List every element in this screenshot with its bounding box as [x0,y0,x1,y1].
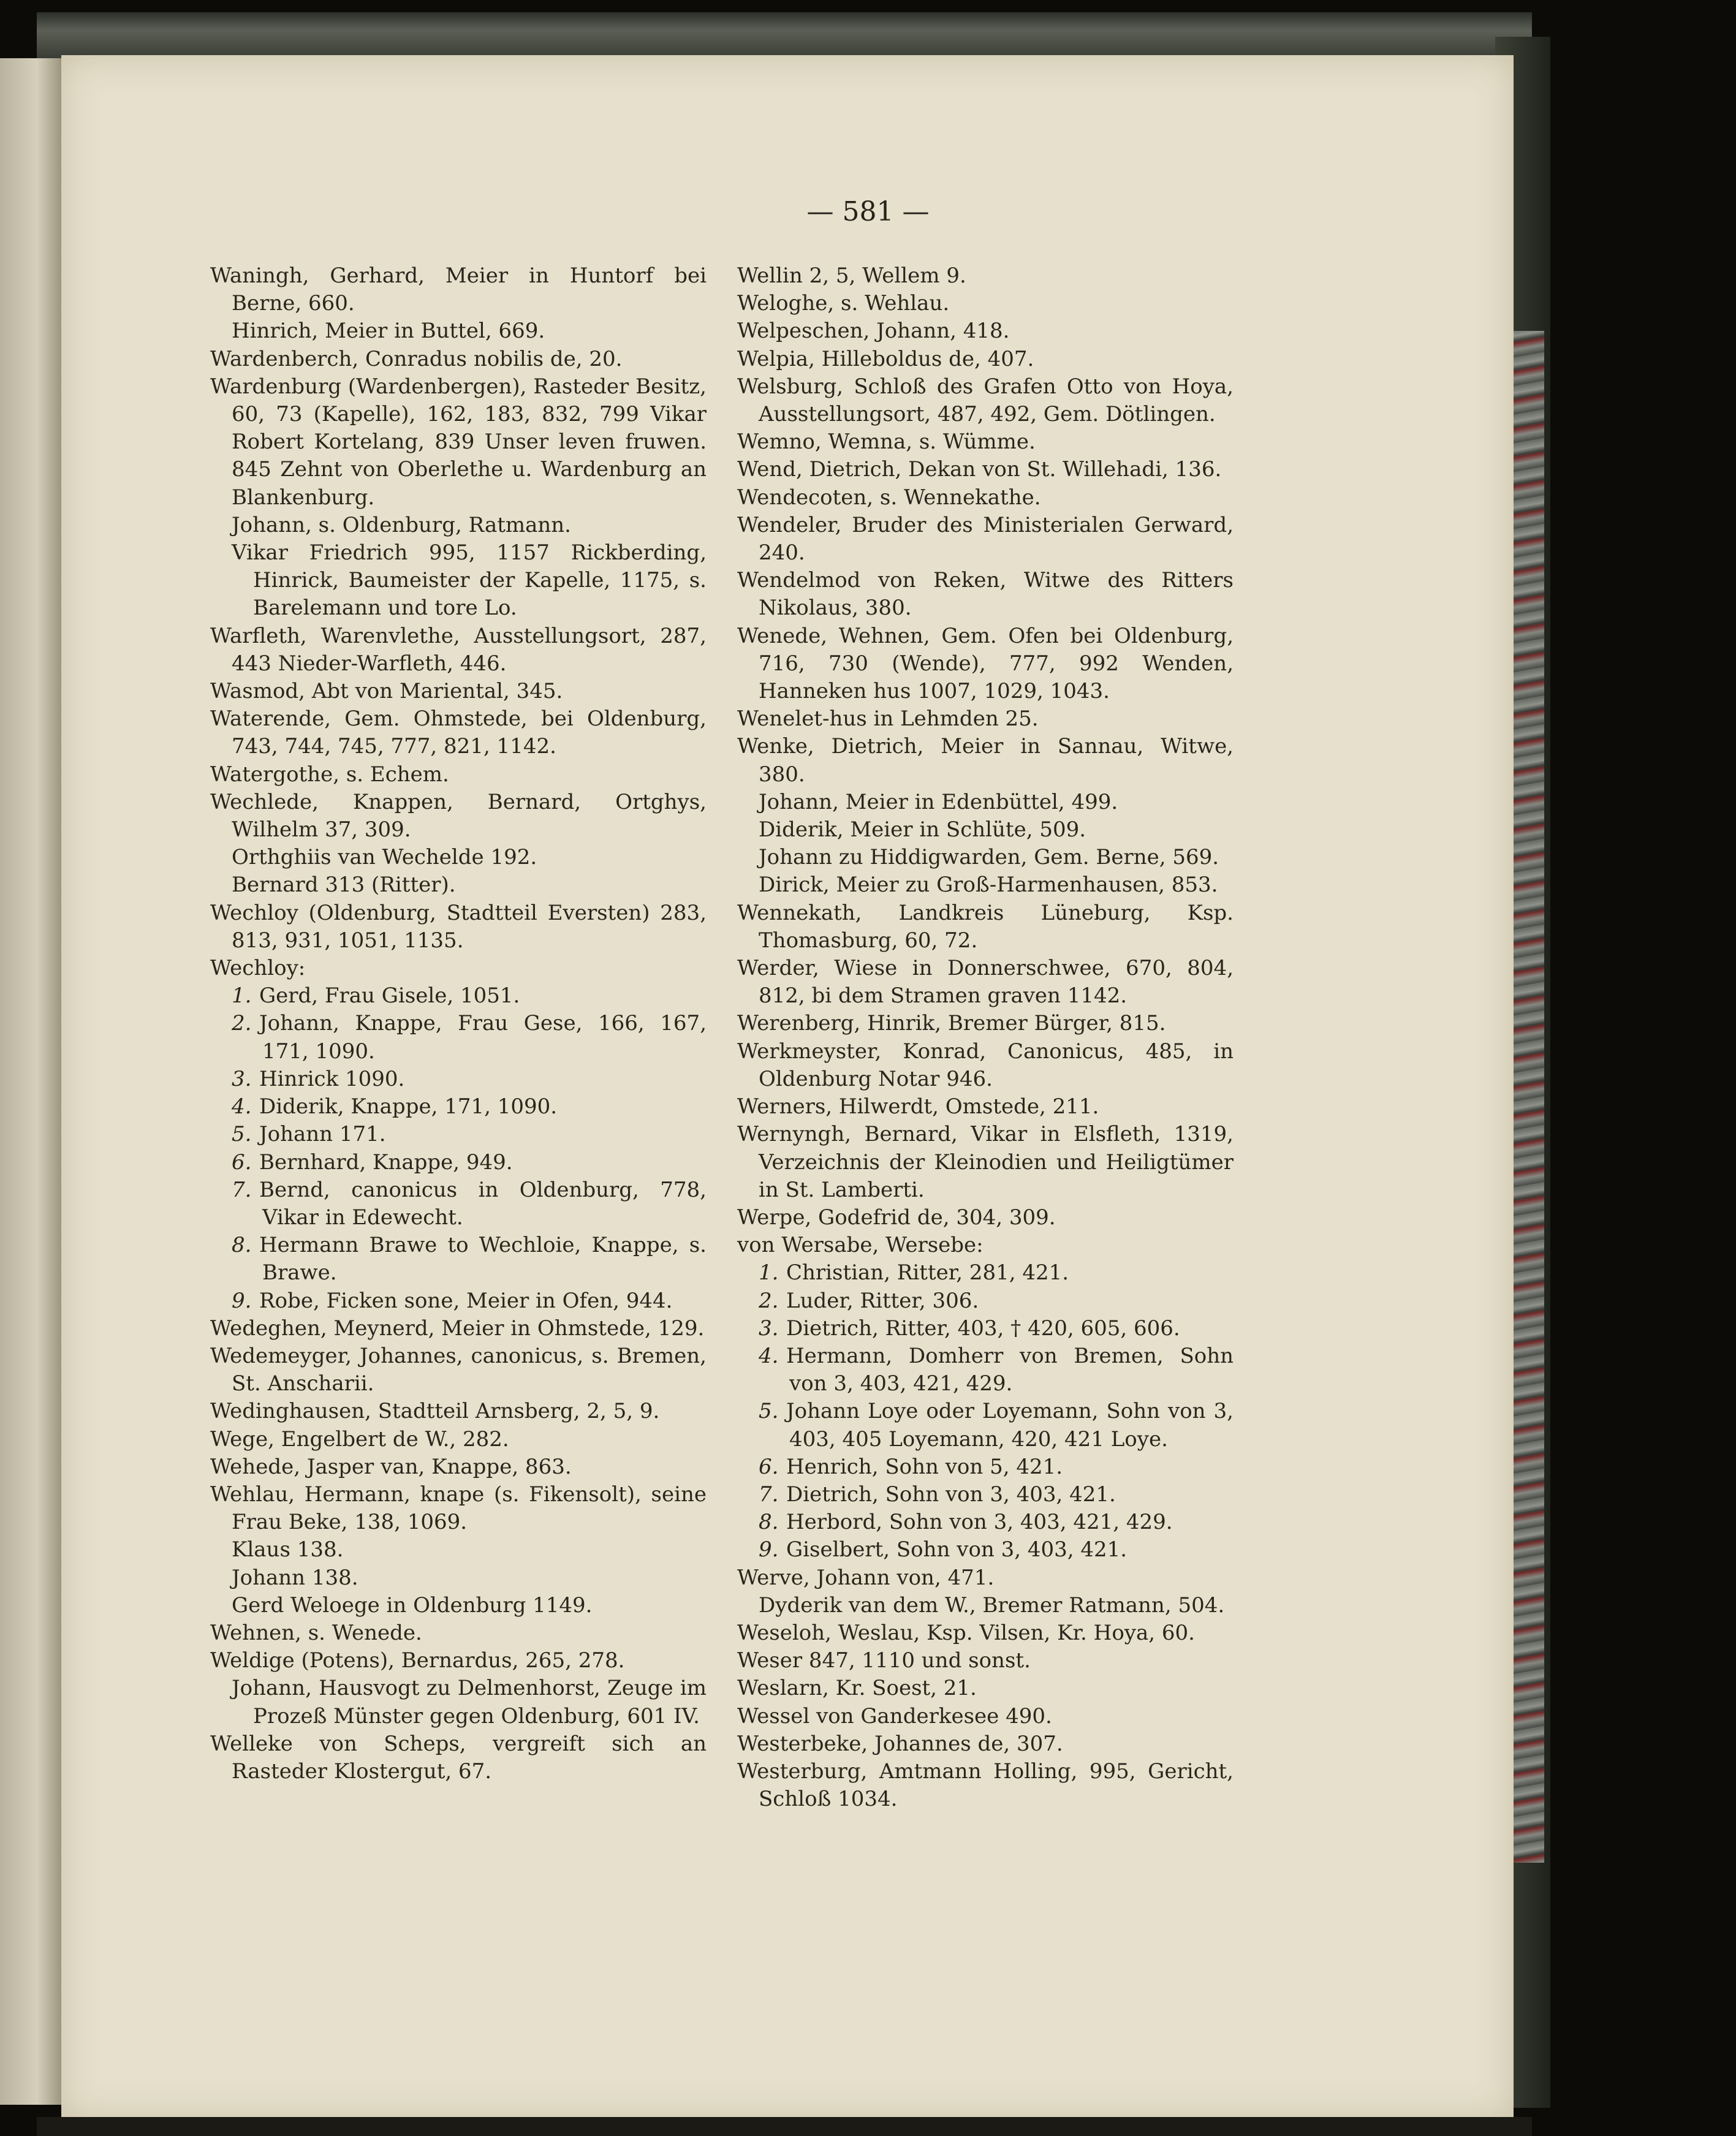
entry-text: Wehnen, s. Wenede. [210,1620,422,1645]
index-entry [210,761,707,789]
entry-text: Wendelmod von Reken, Witwe des Ritters Nikolaus, 380. [737,568,1234,621]
entry-number: 9. [232,1288,252,1313]
index-entry [737,1232,1234,1259]
index-entry [737,512,1234,567]
entry-text: Johann, Knappe, Frau Gese, 166, 167, 171, 1090. [259,1011,707,1064]
page-number-value: 581 [842,196,894,227]
entry-text: Luder, Ritter, 306. [786,1288,979,1313]
index-entry [210,1093,707,1121]
entry-text: Werenberg, Hinrik, Bremer Bürger, 815. [737,1011,1166,1036]
entry-text: Waterende, Gem. Ohmstede, bei Oldenburg, 743, 744, 745, 777, 821, 1142. [210,706,707,759]
index-entry [737,1038,1234,1093]
entry-number: 4. [759,1343,779,1368]
book-cover-bottom [37,2117,1532,2136]
index-entry [737,1675,1234,1702]
entry-text: Weloghe, s. Wehlau. [737,291,950,316]
index-entry [210,871,707,899]
index-entry [737,1315,1234,1343]
index-entry [737,1287,1234,1315]
entry-text: Wendeler, Bruder des Ministerialen Gerward, 240. [737,512,1234,566]
entry-text: Johann, Meier in Edenbüttel, 499. [759,789,1118,814]
index-entry [737,899,1234,955]
entry-text: von Wersabe, Wersebe: [737,1233,984,1258]
entry-text: Wemno, Wemna, s. Wümme. [737,430,1036,455]
entry-number: 9. [759,1537,779,1562]
index-entry [737,1204,1234,1232]
entry-text: Welsburg, Schloß des Grafen Otto von Hoya, Ausstellungsort, 487, 492, Gem. Dötlingen. [737,374,1234,427]
entry-text: Westerburg, Amtmann Holling, 995, Gericht, Schloß 1034. [737,1759,1234,1812]
entry-text: Dyderik van dem W., Bremer Ratmann, 504. [759,1593,1225,1618]
index-entry [210,1592,707,1619]
entry-number: 6. [759,1454,779,1479]
index-entry [737,373,1234,428]
entry-text: Wenke, Dietrich, Meier in Sannau, Witwe, 380. [737,734,1234,787]
index-entry [210,346,707,373]
previous-page-edge [0,58,61,2105]
index-entry [737,290,1234,317]
entry-text: Gerd Weloege in Oldenburg 1149. [232,1593,593,1618]
index-entry [210,1287,707,1315]
index-entry [210,1398,707,1425]
index-entry [737,1259,1234,1287]
page-number: — 581 — [806,196,930,227]
index-entry [737,1509,1234,1536]
entry-text: Wennekath, Landkreis Lüneburg, Ksp. Thomasburg, 60, 72. [737,900,1234,953]
index-entry [210,1536,707,1564]
entry-text: Wedeghen, Meynerd, Meier in Ohmstede, 129. [210,1316,705,1341]
entry-number: 3. [759,1316,779,1341]
index-entry [210,789,707,844]
index-entry [737,484,1234,512]
entry-number: 3. [232,1066,252,1091]
index-entry [210,982,707,1010]
index-entry [210,955,707,982]
entry-text: Wernyngh, Bernard, Vikar in Elsfleth, 1319, Verzeichnis der Kleinodien und Heiligtümer in St. Lamberti. [737,1122,1234,1202]
index-entry [737,955,1234,1010]
entry-text: Hinrick 1090. [259,1066,405,1091]
entry-number: 1. [232,983,252,1009]
index-entry [210,317,707,345]
entry-text: Warfleth, Warenvlethe, Ausstellungsort, 287, 443 Nieder-Warfleth, 446. [210,623,707,676]
index-entry [210,1315,707,1343]
entry-number: 2. [232,1011,252,1036]
entry-text: Johann 171. [259,1122,386,1147]
entry-text: Werder, Wiese in Donnerschwee, 670, 804, 812, bi dem Stramen graven 1142. [737,956,1234,1009]
book-cover-top [37,12,1532,58]
entry-text: Welpeschen, Johann, 418. [737,319,1010,344]
entry-text: Johann 138. [232,1565,358,1590]
index-entry [210,678,707,705]
entry-number: 7. [759,1482,779,1507]
entry-text: Wenelet-hus in Lehmden 25. [737,706,1039,732]
index-entry [737,1010,1234,1037]
entry-text: Werners, Hilwerdt, Omstede, 211. [737,1094,1099,1119]
index-entry [737,733,1234,788]
entry-number: 7. [232,1177,252,1202]
entry-text: Watergothe, s. Echem. [210,762,449,787]
entry-text: Wechlede, Knappen, Bernard, Ortghys, Wilhelm 37, 309. [210,789,707,843]
entry-text: Bernd, canonicus in Oldenburg, 778, Vikar in Edewecht. [259,1177,707,1230]
entry-text: Dirick, Meier zu Groß-Harmenhausen, 853. [759,873,1218,898]
index-entry [210,1426,707,1453]
index-entry [210,512,707,539]
index-entry [210,262,707,317]
entry-text: Welpia, Hilleboldus de, 407. [737,346,1034,371]
entry-text: Wessel von Ganderkesee 490. [737,1703,1052,1729]
entry-text: Dietrich, Ritter, 403, † 420, 605, 606. [786,1316,1180,1341]
index-entry [737,262,1234,290]
index-entry [210,539,707,623]
index-entry [737,1453,1234,1481]
index-entry [737,1343,1234,1398]
entry-number: 5. [759,1399,779,1424]
entry-text: Johann, s. Oldenburg, Ratmann. [232,512,571,537]
index-entry [210,1481,707,1536]
entry-text: Herbord, Sohn von 3, 403, 421, 429. [786,1510,1173,1535]
entry-text: Wehlau, Hermann, knape (s. Fikensolt), seine Frau Beke, 138, 1069. [210,1482,707,1535]
entry-text: Wend, Dietrich, Dekan von St. Willehadi, 136. [737,457,1222,482]
entry-text: Hermann, Domherr von Bremen, Sohn von 3, 403, 421, 429. [786,1343,1234,1396]
index-entry [210,1647,707,1675]
entry-number: 6. [232,1149,252,1175]
index-entry [210,1066,707,1093]
index-entry [210,1453,707,1481]
index-entry [737,1564,1234,1592]
entry-text: Diderik, Meier in Schlüte, 509. [759,817,1086,843]
entry-text: Johann zu Hiddigwarden, Gem. Berne, 569. [759,845,1219,870]
index-entry [737,1647,1234,1675]
entry-text: Dietrich, Sohn von 3, 403, 421. [786,1482,1116,1507]
entry-text: Wellin 2, 5, Wellem 9. [737,263,966,288]
entry-text: Wardenberch, Conradus nobilis de, 20. [210,346,623,371]
entry-text: Wenede, Wehnen, Gem. Ofen bei Oldenburg, 716, 730 (Wende), 777, 992 Wenden, Hanneken hus 1007, 1029, 1043. [737,623,1234,704]
index-entry [737,789,1234,816]
entry-text: Weslarn, Kr. Soest, 21. [737,1676,977,1701]
index-entry [737,1093,1234,1121]
index-entry [210,1232,707,1287]
entry-text: Waningh, Gerhard, Meier in Huntorf bei Berne, 660. [210,263,707,316]
index-entry [737,623,1234,706]
entry-text: Vikar Friedrich 995, 1157 Rickberding, Hinrick, Baumeister der Kapelle, 1175, s. Barelemann und tore Lo. [232,540,707,621]
index-entry [737,1758,1234,1813]
entry-text: Wedinghausen, Stadtteil Arnsberg, 2, 5, 9. [210,1399,660,1424]
index-entry [210,1343,707,1398]
entry-text: Wedemeyger, Johannes, canonicus, s. Bremen, St. Anscharii. [210,1343,707,1396]
index-entry [210,844,707,871]
index-entry [737,1619,1234,1647]
entry-text: Johann Loye oder Loyemann, Sohn von 3, 403, 405 Loyemann, 420, 421 Loye. [786,1399,1234,1452]
index-entry [210,1564,707,1592]
entry-text: Hinrich, Meier in Buttel, 669. [232,319,545,344]
entry-text: Werve, Johann von, 471. [737,1565,995,1590]
entry-text: Werpe, Godefrid de, 304, 309. [737,1205,1056,1230]
entry-text: Gerd, Frau Gisele, 1051. [259,983,520,1009]
index-entry [737,567,1234,622]
index-entry [210,899,707,955]
entry-text: Orthghiis van Wechelde 192. [232,845,537,870]
index-entry [737,1121,1234,1204]
entry-text: Diderik, Knappe, 171, 1090. [259,1094,558,1119]
index-entry [737,871,1234,899]
entry-text: Johann, Hausvogt zu Delmenhorst, Zeuge im Prozeß Münster gegen Oldenburg, 601 IV. [232,1676,707,1729]
entry-text: Klaus 138. [232,1537,344,1562]
entry-text: Christian, Ritter, 281, 421. [786,1260,1069,1286]
entry-text: Weser 847, 1110 und sonst. [737,1648,1031,1673]
index-entry [210,1149,707,1176]
index-entry [737,428,1234,456]
index-entry [210,1176,707,1232]
index-entry [737,1703,1234,1730]
entry-text: Henrich, Sohn von 5, 421. [786,1454,1063,1479]
index-entry [737,317,1234,345]
entry-text: Wege, Engelbert de W., 282. [210,1426,509,1452]
index-column-right [737,262,1234,1813]
entry-text: Westerbeke, Johannes de, 307. [737,1731,1063,1756]
entry-text: Hermann Brawe to Wechloie, Knappe, s. Brawe. [259,1233,707,1286]
index-entry [210,1121,707,1148]
index-entry [737,1536,1234,1564]
index-entry [737,1398,1234,1453]
index-entry [737,346,1234,373]
entry-text: Welleke von Scheps, vergreift sich an Rasteder Klostergut, 67. [210,1731,707,1784]
entry-text: Bernard 313 (Ritter). [232,873,456,898]
index-entry [737,1730,1234,1758]
entry-text: Wardenburg (Wardenbergen), Rasteder Besitz, 60, 73 (Kapelle), 162, 183, 832, 799 Vikar Robert Kortelang, 839 Unser leven fruwen. 845 Zehnt von Oberlethe u. Wardenburg an Blankenburg. [210,374,707,510]
entry-text: Wehede, Jasper van, Knappe, 863. [210,1454,572,1479]
index-entry [737,844,1234,871]
index-entry [210,373,707,512]
entry-number: 1. [759,1260,779,1286]
entry-text: Wendecoten, s. Wennekathe. [737,485,1041,510]
entry-text: Wasmod, Abt von Mariental, 345. [210,679,563,704]
entry-text: Wechloy: [210,956,306,981]
index-entry [737,816,1234,844]
entry-number: 5. [232,1122,252,1147]
entry-text: Bernhard, Knappe, 949. [259,1149,513,1175]
index-entry [737,705,1234,733]
entry-text: Giselbert, Sohn von 3, 403, 421. [786,1537,1128,1562]
index-column-left [210,262,707,1786]
index-entry [210,1730,707,1786]
index-entry [210,623,707,678]
entry-text: Robe, Ficken sone, Meier in Ofen, 944. [259,1288,673,1313]
entry-text: Werkmeyster, Konrad, Canonicus, 485, in Oldenburg Notar 946. [737,1039,1234,1091]
entry-number: 2. [759,1288,779,1313]
index-entry [210,705,707,760]
entry-number: 8. [759,1510,779,1535]
entry-text: Weldige (Potens), Bernardus, 265, 278. [210,1648,625,1673]
entry-number: 4. [232,1094,252,1119]
entry-text: Wechloy (Oldenburg, Stadtteil Eversten) 283, 813, 931, 1051, 1135. [210,900,707,953]
index-entry [210,1619,707,1647]
index-entry [210,1675,707,1730]
index-entry [737,1481,1234,1509]
index-entry [737,456,1234,483]
index-entry [210,1010,707,1065]
index-entry [737,1592,1234,1619]
entry-text: Weseloh, Weslau, Ksp. Vilsen, Kr. Hoya, 60. [737,1620,1195,1645]
entry-number: 8. [232,1233,252,1258]
